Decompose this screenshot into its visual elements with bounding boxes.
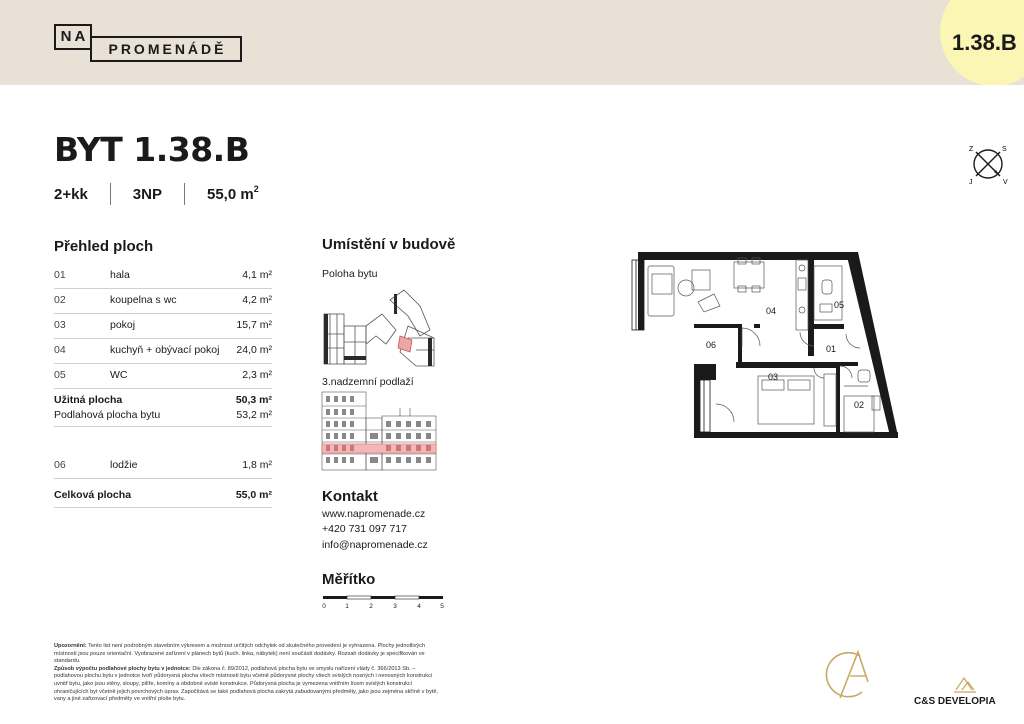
location-title: Umístění v budově bbox=[322, 236, 456, 253]
floor-label: 3.nadzemní podlaží bbox=[322, 376, 414, 388]
divider bbox=[54, 426, 272, 427]
footnote-notice-text: Tento list není podrobným stavebním výkresem a možnost určitých odchylek od skutečného provedení je vyhrazena. Plochy jednotlivých místností jsou pouze orientační. Vyobrazené zařízení v plánech bytů (kuch. linka, nábytek) není součástí dodávky. Rozsah dodávky je specifikován ve standardu. bbox=[54, 643, 426, 665]
loggia-area: 1,8 m² bbox=[242, 459, 272, 471]
room-label-06: 06 bbox=[706, 340, 717, 350]
contact-title: Kontakt bbox=[322, 488, 378, 505]
scale-title: Měřítko bbox=[322, 571, 376, 588]
room-label-05: 05 bbox=[834, 300, 845, 310]
table-row bbox=[54, 289, 272, 314]
room-name: WC bbox=[110, 369, 128, 381]
divider bbox=[54, 478, 272, 479]
room-name: kuchyň + obývací pokoj bbox=[110, 344, 220, 356]
room-number: 03 bbox=[54, 319, 66, 331]
table-row bbox=[54, 264, 272, 289]
room-label-01: 01 bbox=[826, 344, 837, 354]
total-area bbox=[206, 183, 259, 203]
loggia-name: lodžie bbox=[110, 459, 138, 471]
header-bar bbox=[0, 0, 1024, 85]
scale-tick-label: 1 bbox=[345, 603, 349, 610]
compass-v: V bbox=[1003, 179, 1008, 186]
spec-divider bbox=[184, 183, 185, 205]
usable-area-value: 50,3 m² bbox=[235, 394, 272, 406]
total-area-unit-sup: 2 bbox=[253, 183, 259, 194]
room-number: 04 bbox=[54, 344, 66, 356]
room-number: 01 bbox=[54, 269, 66, 281]
logo-word-promenade: PROMENÁDĚ bbox=[90, 36, 242, 62]
floor-area-label: Podlahová plocha bytu bbox=[54, 409, 161, 421]
room-area: 15,7 m² bbox=[236, 319, 272, 331]
room-area: 24,0 m² bbox=[236, 344, 272, 356]
building-position-plan bbox=[320, 286, 442, 370]
apartment-specs bbox=[54, 182, 259, 206]
room-number: 02 bbox=[54, 294, 66, 306]
table-row bbox=[54, 364, 272, 389]
scale-tick-label: 0 bbox=[322, 603, 326, 610]
apartment-badge-label: 1.38.B bbox=[952, 30, 1017, 55]
floor-area-value: 53,2 m² bbox=[236, 409, 272, 421]
page-title: BYT 1.38.B bbox=[54, 130, 250, 169]
footnote-notice-label: Upozornění: bbox=[54, 643, 87, 649]
total-area-label: Celková plocha bbox=[54, 489, 132, 501]
contact-web-link[interactable]: www.napromenade.cz bbox=[322, 508, 426, 520]
compass-j: J bbox=[969, 179, 973, 186]
room-label-02: 02 bbox=[854, 400, 865, 410]
area-table bbox=[54, 264, 272, 389]
developer-logo-icon bbox=[914, 672, 1004, 716]
scale-tick-label: 4 bbox=[417, 603, 421, 610]
scale-tick-label: 3 bbox=[393, 603, 397, 610]
layout-type: 2+kk bbox=[54, 185, 88, 203]
gold-monogram-logo bbox=[820, 648, 874, 702]
position-label: Poloha bytu bbox=[322, 268, 378, 280]
loggia-number: 06 bbox=[54, 459, 66, 471]
room-number: 05 bbox=[54, 369, 66, 381]
scale-bar bbox=[322, 595, 444, 615]
apartment-floor-plan bbox=[628, 246, 902, 446]
total-area-value-row: 55,0 m² bbox=[235, 489, 272, 501]
spec-divider bbox=[110, 183, 111, 205]
floor-number: 3NP bbox=[132, 185, 162, 203]
table-row bbox=[54, 314, 272, 339]
room-name: hala bbox=[110, 269, 130, 281]
compass-icon bbox=[966, 142, 1010, 186]
room-area: 4,1 m² bbox=[242, 269, 272, 281]
footnote-method-label: Způsob výpočtu podlahové plochy bytu v jednotce: bbox=[54, 665, 191, 672]
contact-phone-link[interactable]: +420 731 097 717 bbox=[322, 523, 407, 535]
room-label-03: 03 bbox=[768, 372, 779, 382]
legal-footnote bbox=[54, 643, 440, 704]
footnote-method-text: Dle zákona č. 89/2012, podlahová plocha bytu ve smyslu nařízení vlády č. 366/2013 Sb. – podlahovou plochu bytu v jednotce tvoří půdorysná plocha všech místností bytu včetně půdorysné plochy všech svislých nosných i nenosných konstrukcí uvnitř bytu, jako jsou stěny, sloupy, pilíře, komíny a obdobné svislé konstrukce. Půdorysná plocha je vymezena vnitřním lícem svislých konstrukcí ohraničujících byt včetně jejich povrchových úprav. Započítává se také podlahová plocha zakrytá zabudovanými předměty, jako jsou zejména skříně v bytě, vany a jiné zařizovací předměty ve vnitřní ploše bytu. bbox=[54, 665, 439, 703]
usable-area-label: Užitná plocha bbox=[54, 394, 123, 406]
room-label-04: 04 bbox=[766, 306, 777, 316]
total-area-value: 55,0 m bbox=[206, 185, 254, 203]
developer-name: C&S DEVELOPIA bbox=[914, 696, 996, 707]
room-name: koupelna s wc bbox=[110, 294, 177, 306]
scale-tick-label: 5 bbox=[440, 603, 444, 610]
building-elevation bbox=[320, 388, 442, 472]
room-area: 4,2 m² bbox=[242, 294, 272, 306]
compass-z: Z bbox=[969, 146, 974, 153]
scale-tick-label: 2 bbox=[369, 603, 373, 610]
room-name: pokoj bbox=[110, 319, 136, 331]
area-overview-title: Přehled ploch bbox=[54, 238, 154, 255]
room-area: 2,3 m² bbox=[242, 369, 272, 381]
contact-email-link[interactable]: info@napromenade.cz bbox=[322, 539, 428, 551]
divider bbox=[54, 507, 272, 508]
logo-word-na: NA bbox=[54, 24, 92, 50]
table-row bbox=[54, 339, 272, 364]
compass-s: S bbox=[1002, 146, 1007, 153]
